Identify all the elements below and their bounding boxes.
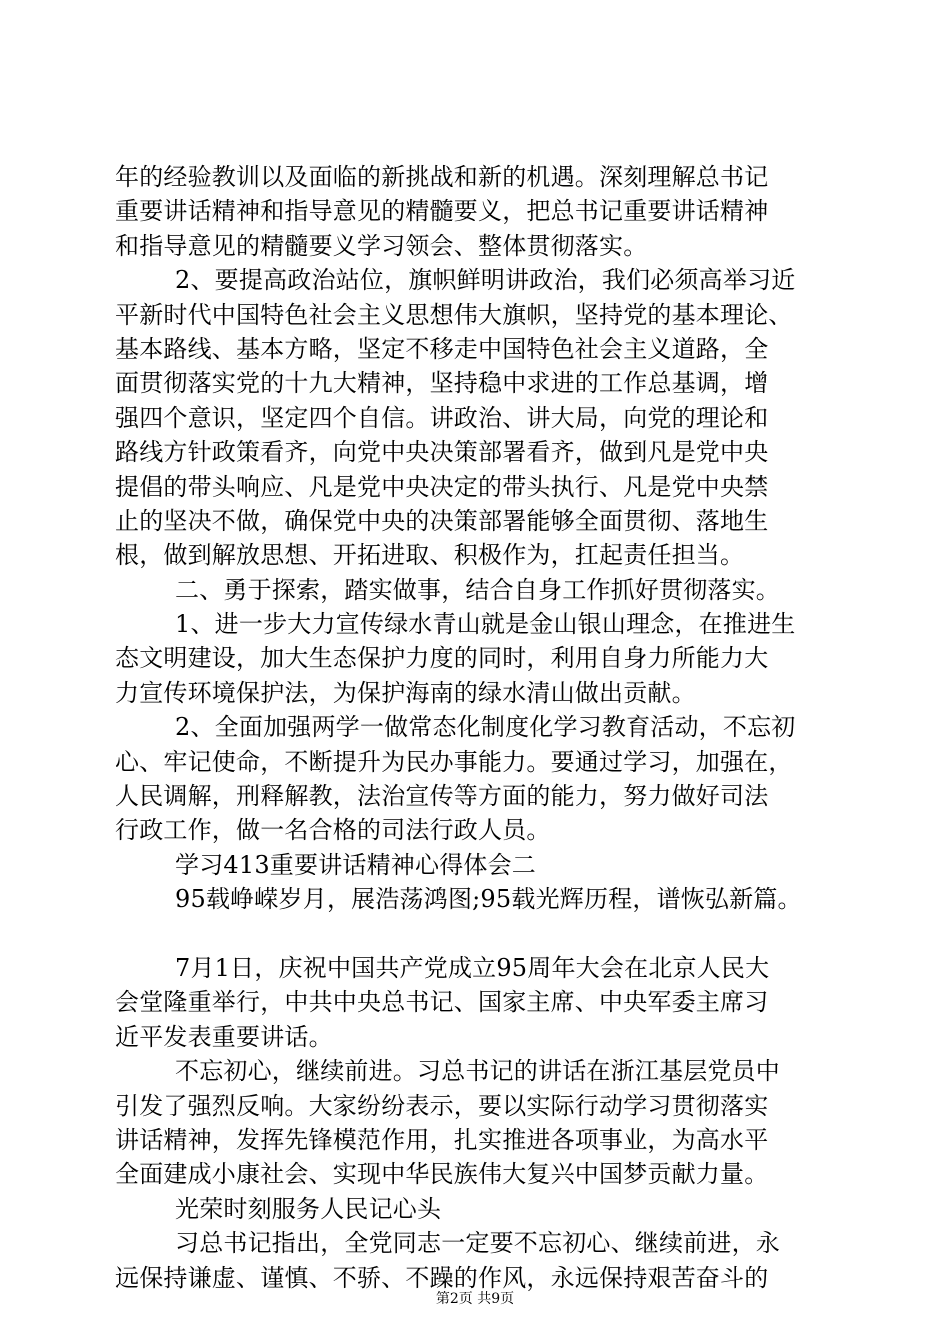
text-line: 提倡的带头响应、凡是党中央决定的带头执行、凡是党中央禁 [115,472,769,501]
text-line: 引发了强烈反响。大家纷纷表示，要以实际行动学习贯彻落实 [115,1091,769,1120]
text-line: 心、牢记使命，不断提升为民办事能力。要通过学习，加强在， [115,747,793,776]
text-line: 95载峥嵘岁月，展浩荡鸿图;95载光辉历程，谱恢弘新篇。 [175,885,802,914]
document-body [115,160,850,1295]
text-line: 年的经验教训以及面临的新挑战和新的机遇。深刻理解总书记 [115,163,769,191]
text-line: 重要讲话精神和指导意见的精髓要义，把总书记重要讲话精神 [115,197,769,226]
blank-line [115,917,850,951]
text-line: 讲话精神，发挥先锋模范作用，扎实推进各项事业，为高水平 [115,1125,769,1154]
text-line: 2、全面加强两学一做常态化制度化学习教育活动，不忘初 [175,713,796,742]
text-line: 止的坚决不做，确保党中央的决策部署能够全面贯彻、落地生 [115,506,769,535]
text-line: 行政工作，做一名合格的司法行政人员。 [115,816,551,845]
text-line: 基本路线、基本方略，坚定不移走中国特色社会主义道路，全 [115,334,769,363]
text-line: 习总书记指出，全党同志一定要不忘初心、继续前进，永 [175,1229,780,1258]
text-line: 不忘初心，继续前进。习总书记的讲话在浙江基层党员中 [175,1057,780,1086]
text-line: 平新时代中国特色社会主义思想伟大旗帜，坚持党的基本理论、 [115,300,793,329]
text-line: 根，做到解放思想、开拓进取、积极作为，扛起责任担当。 [115,541,745,570]
text-line: 力宣传环境保护法，为保护海南的绿水清山做出贡献。 [115,678,696,707]
text-line: 和指导意见的精髓要义学习领会、整体贯彻落实。 [115,231,648,260]
text-line: 全面建成小康社会、实现中华民族伟大复兴中国梦贡献力量。 [115,1160,769,1189]
text-line: 光荣时刻服务人民记心头 [175,1194,442,1223]
text-line: 1、进一步大力宣传绿水青山就是金山银山理念，在推进生 [175,610,796,639]
text-line: 路线方针政策看齐，向党中央决策部署看齐，做到凡是党中央 [115,438,769,467]
text-line: 7月1日，庆祝中国共产党成立95周年大会在北京人民大 [175,953,770,982]
page-footer: 第2页 共9页 [435,1291,515,1307]
text-line: 2、要提高政治站位，旗帜鲜明讲政治，我们必须高举习近 [175,266,796,295]
text-line: 学习413重要讲话精神心得体会二 [175,850,537,879]
text-line: 强四个意识，坚定四个自信。讲政治、讲大局，向党的理论和 [115,403,769,432]
text-line: 面贯彻落实党的十九大精神，坚持稳中求进的工作总基调，增 [115,369,769,398]
text-line: 会堂隆重举行，中共中央总书记、国家主席、中央军委主席习 [115,988,769,1017]
text-line: 近平发表重要讲话。 [115,1022,333,1051]
text-line: 二、勇于探索，踏实做事，结合自身工作抓好贯彻落实。 [175,575,780,604]
text-line: 远保持谦虚、谨慎、不骄、不躁的作风，永远保持艰苦奋斗的 [115,1263,769,1292]
text-line: 态文明建设，加大生态保护力度的同时，利用自身力所能力大 [115,644,769,673]
text-line: 人民调解，刑释解教，法治宣传等方面的能力，努力做好司法 [115,782,769,811]
